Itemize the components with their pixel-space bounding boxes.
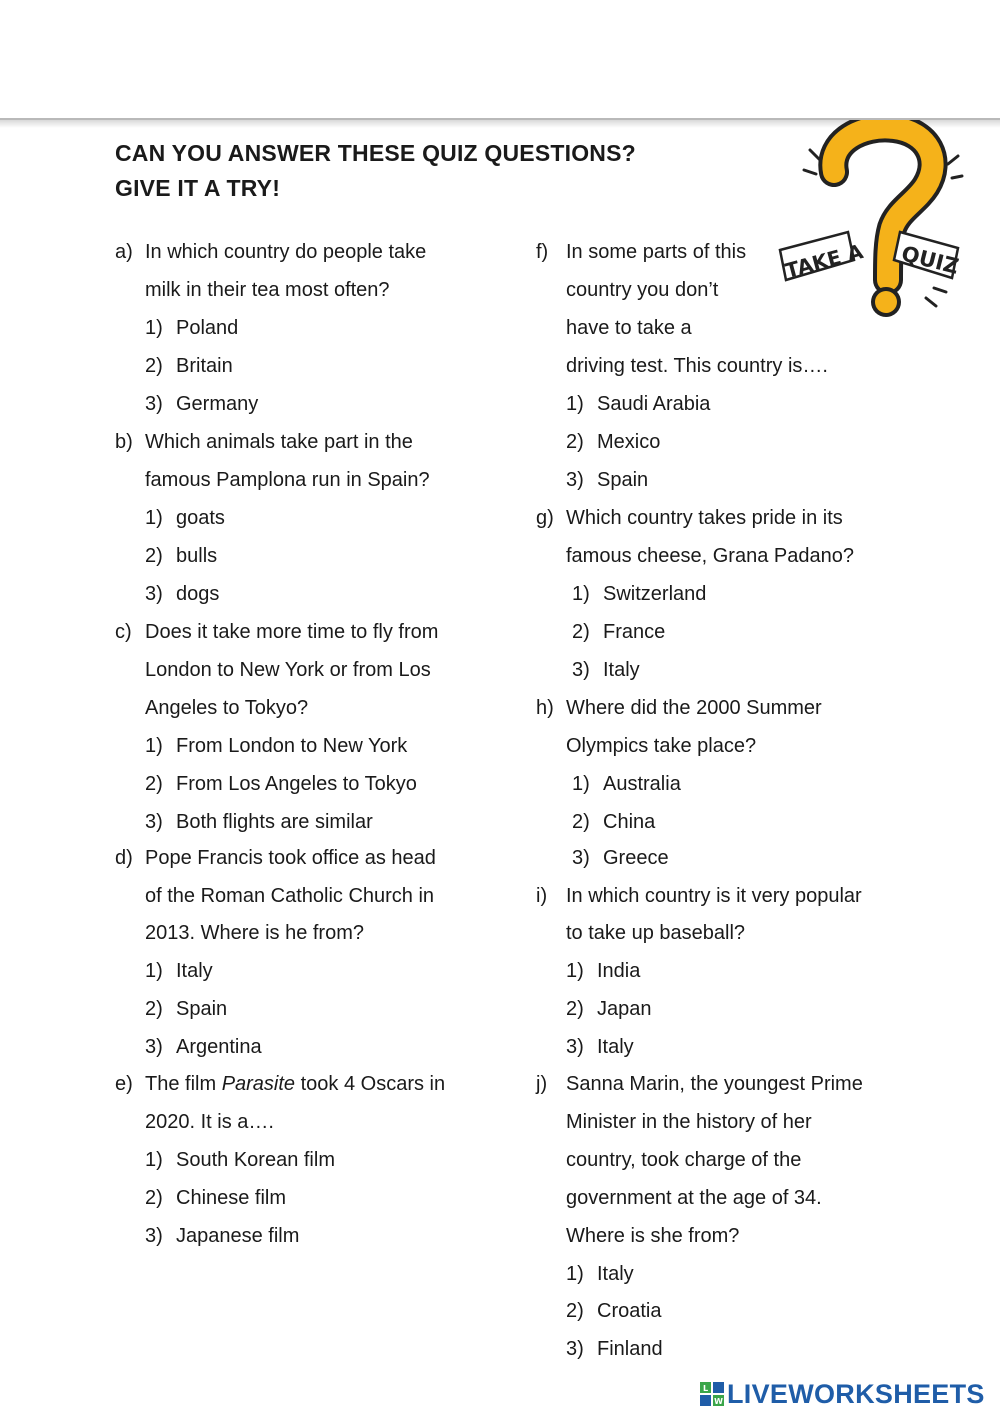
film-title-italic: Parasite	[221, 1073, 296, 1095]
option-text: Britain	[176, 355, 233, 377]
question-e-text: The film	[145, 1073, 222, 1095]
option-number: 1)	[145, 735, 163, 757]
option-number: 3)	[566, 469, 584, 491]
question-c-line: London to New York or from Los	[145, 659, 431, 681]
question-a-line: milk in their tea most often?	[145, 279, 390, 301]
question-a-line: In which country do people take	[145, 241, 427, 263]
option-number: 2)	[145, 545, 163, 567]
option-number: 1)	[566, 393, 584, 415]
question-b-line: famous Pamplona run in Spain?	[145, 469, 430, 491]
option-text: Argentina	[176, 1036, 262, 1058]
question-e-text: took 4 Oscars in	[295, 1073, 446, 1095]
option-number: 2)	[572, 621, 590, 643]
option-number: 1)	[145, 317, 163, 339]
option-text: South Korean film	[176, 1149, 335, 1171]
question-letter-b: b)	[115, 431, 133, 453]
liveworksheets-brand: LIVEWORKSHEETS	[727, 1378, 985, 1409]
question-g-line: famous cheese, Grana Padano?	[566, 545, 854, 567]
banner-right	[894, 232, 961, 279]
question-g-line: Which country takes pride in its	[566, 507, 843, 529]
option-number: 3)	[145, 1036, 163, 1058]
question-d-line: 2013. Where is he from?	[145, 922, 364, 944]
option-number: 1)	[145, 960, 163, 982]
option-text: Italy	[603, 659, 640, 681]
question-letter-e: e)	[115, 1073, 133, 1095]
option-number: 2)	[566, 998, 584, 1020]
question-letter-g: g)	[536, 507, 554, 529]
question-b-line: Which animals take part in the	[145, 431, 413, 453]
badge-letter: L	[702, 1384, 709, 1393]
question-c-line: Angeles to Tokyo?	[145, 697, 309, 719]
option-text: goats	[176, 507, 225, 529]
question-j-line: Sanna Marin, the youngest Prime	[566, 1073, 863, 1095]
option-text: Italy	[597, 1263, 634, 1285]
option-text: Japan	[597, 998, 652, 1020]
question-j-line: Minister in the history of her	[566, 1111, 812, 1133]
page-title: CAN YOU ANSWER THESE QUIZ QUESTIONS?	[115, 140, 636, 166]
option-number: 2)	[145, 355, 163, 377]
question-letter-a: a)	[115, 241, 133, 263]
option-text: India	[597, 960, 641, 982]
option-text: Italy	[597, 1036, 634, 1058]
question-letter-f: f)	[536, 241, 549, 263]
question-letter-h: h)	[536, 697, 554, 719]
option-number: 3)	[572, 659, 590, 681]
option-text: From Los Angeles to Tokyo	[176, 773, 417, 795]
option-text: Japanese film	[176, 1225, 300, 1247]
option-number: 2)	[145, 998, 163, 1020]
option-text: Chinese film	[176, 1187, 287, 1209]
option-text: Germany	[176, 393, 259, 415]
option-text: Saudi Arabia	[597, 393, 711, 415]
option-number: 1)	[566, 1263, 584, 1285]
option-number: 3)	[572, 847, 590, 869]
option-number: 1)	[572, 773, 590, 795]
option-number: 3)	[566, 1036, 584, 1058]
option-number: 2)	[145, 1187, 163, 1209]
question-mark-icon	[804, 127, 962, 317]
question-letter-i: i)	[536, 885, 548, 907]
badge-letter: W	[714, 1397, 723, 1406]
question-f-line: country you don’t	[566, 279, 719, 301]
option-text: Poland	[176, 317, 239, 339]
question-letter-d: d)	[115, 847, 133, 869]
take-a-quiz-logo	[776, 120, 964, 320]
option-number: 1)	[572, 583, 590, 605]
question-f-line: have to take a	[566, 317, 692, 339]
question-f-line: driving test. This country is….	[566, 355, 828, 377]
question-f-line: In some parts of this	[566, 241, 747, 263]
option-text: Italy	[176, 960, 213, 982]
option-text: dogs	[176, 583, 220, 605]
question-h-line: Olympics take place?	[566, 735, 757, 757]
option-number: 2)	[145, 773, 163, 795]
option-number: 3)	[566, 1338, 584, 1360]
question-j-line: country, took charge of the	[566, 1149, 802, 1171]
logo-take-a-text: TAKE A	[782, 239, 866, 283]
logo-quiz-text: QUIZ	[899, 241, 962, 279]
liveworksheets-footer[interactable]	[700, 1376, 1000, 1412]
option-number: 3)	[145, 811, 163, 833]
question-h-line: Where did the 2000 Summer	[566, 697, 822, 719]
page-subtitle: GIVE IT A TRY!	[115, 175, 281, 201]
option-number: 2)	[572, 811, 590, 833]
option-text: Greece	[603, 847, 669, 869]
question-letter-c: c)	[115, 621, 132, 643]
banner-left	[780, 232, 866, 283]
option-text: Spain	[176, 998, 228, 1020]
question-i-line: to take up baseball?	[566, 922, 746, 944]
question-c-line: Does it take more time to fly from	[145, 621, 439, 643]
question-letter-j: j)	[536, 1073, 548, 1095]
option-text: China	[603, 811, 656, 833]
option-text: Both flights are similar	[176, 811, 373, 833]
option-text: France	[603, 621, 666, 643]
option-text: Switzerland	[603, 583, 707, 605]
option-text: Spain	[597, 469, 649, 491]
question-i-line: In which country is it very popular	[566, 885, 862, 907]
option-number: 1)	[145, 507, 163, 529]
option-text: Croatia	[597, 1300, 662, 1322]
liveworksheets-logo-icon	[700, 1382, 724, 1406]
option-number: 3)	[145, 393, 163, 415]
question-e-line: 2020. It is a….	[145, 1111, 274, 1133]
option-text: bulls	[176, 545, 218, 567]
option-number: 1)	[566, 960, 584, 982]
option-number: 3)	[145, 1225, 163, 1247]
option-number: 2)	[566, 431, 584, 453]
option-text: From London to New York	[176, 735, 408, 757]
option-number: 2)	[566, 1300, 584, 1322]
option-text: Mexico	[597, 431, 661, 453]
question-e-line	[145, 1072, 445, 1096]
question-d-line: of the Roman Catholic Church in	[145, 885, 435, 907]
question-j-line: government at the age of 34.	[566, 1187, 822, 1209]
option-text: Australia	[603, 773, 681, 795]
option-text: Finland	[597, 1338, 663, 1360]
option-number: 1)	[145, 1149, 163, 1171]
option-number: 3)	[145, 583, 163, 605]
question-d-line: Pope Francis took office as head	[145, 847, 436, 869]
question-j-line: Where is she from?	[566, 1225, 740, 1247]
